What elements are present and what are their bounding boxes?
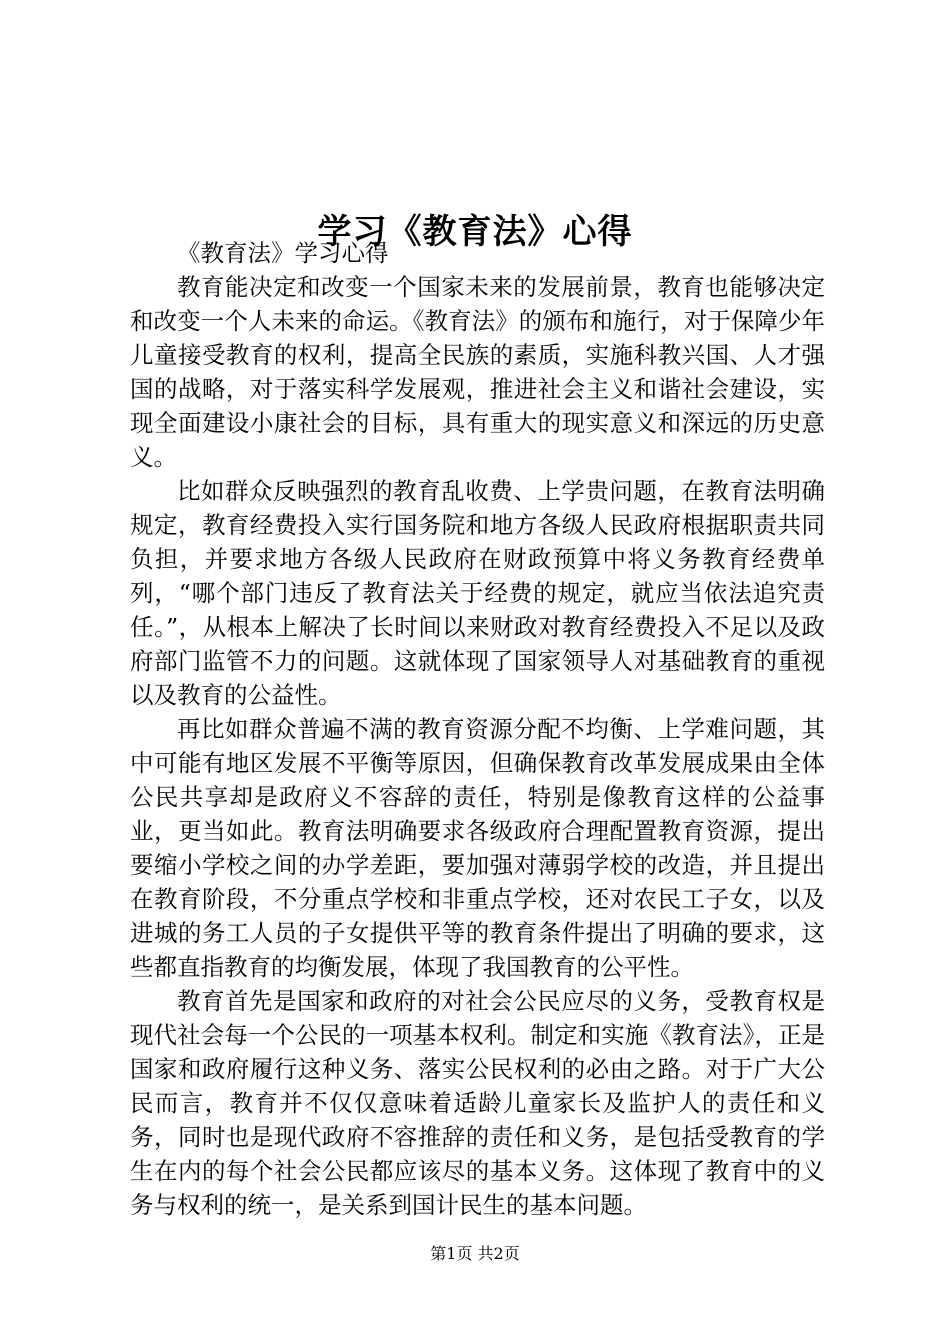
paragraph-2: 比如群众反映强烈的教育乱收费、上学贵问题，在教育法明确规定，教育经费投入实行国务院和地方各级人民政府根据职责共同负担，并要求地方各级人民政府在财政预算中将义务教育经费单列，“哪个部门违反了教育法关于经费的规定，就应当依法追究责任。”，从根本上解决了长时间以来财政对教育经费投入不足以及政府部门监管不力的问题。这就体现了国家领导人对基础教育的重视以及教育的公益性。 — [130, 477, 825, 709]
paragraph-4: 教育首先是国家和政府的对社会公民应尽的义务，受教育权是现代社会每一个公民的一项基本权利。制定和实施《教育法》，正是国家和政府履行这种义务、落实公民权利的必由之路。对于广大公民而言，教育并不仅仅意味着适龄儿童家长及监护人的责任和义务，同时也是现代政府不容推辞的责任和义务，是包括受教育的学生在内的每个社会公民都应该尽的基本义务。这体现了教育中的义务与权利的统一，是关系到国计民生的基本问题。 — [130, 987, 825, 1219]
paragraph-3: 再比如群众普遍不满的教育资源分配不均衡、上学难问题，其中可能有地区发展不平衡等原因，但确保教育改革发展成果由全体公民共享却是政府义不容辞的责任，特别是像教育这样的公益事业，更当如此。教育法明确要求各级政府合理配置教育资源，提出要缩小学校之间的办学差距，要加强对薄弱学校的改造，并且提出在教育阶段，不分重点学校和非重点学校，还对农民工子女，以及进城的务工人员的子女提供平等的教育条件提出了明确的要求，这些都直指教育的均衡发展，体现了我国教育的公平性。 — [130, 715, 825, 981]
document-title: 学习《教育法》心得 — [317, 211, 633, 252]
paragraph-1: 教育能决定和改变一个国家未来的发展前景，教育也能够决定和改变一个人未来的命运。《教育法》的颁布和施行，对于保障少年儿童接受教育的权利，提高全民族的素质，实施科教兴国、人才强国的战略，对于落实科学发展观，推进社会主义和谐社会建设，实现全面建设小康社会的目标，具有重大的现实意义和深远的历史意义。 — [130, 273, 825, 471]
document-subtitle: 《教育法》学习心得 — [177, 239, 389, 267]
document-body — [130, 236, 825, 1222]
page-indicator: 第1页 共2页 — [430, 1244, 520, 1263]
